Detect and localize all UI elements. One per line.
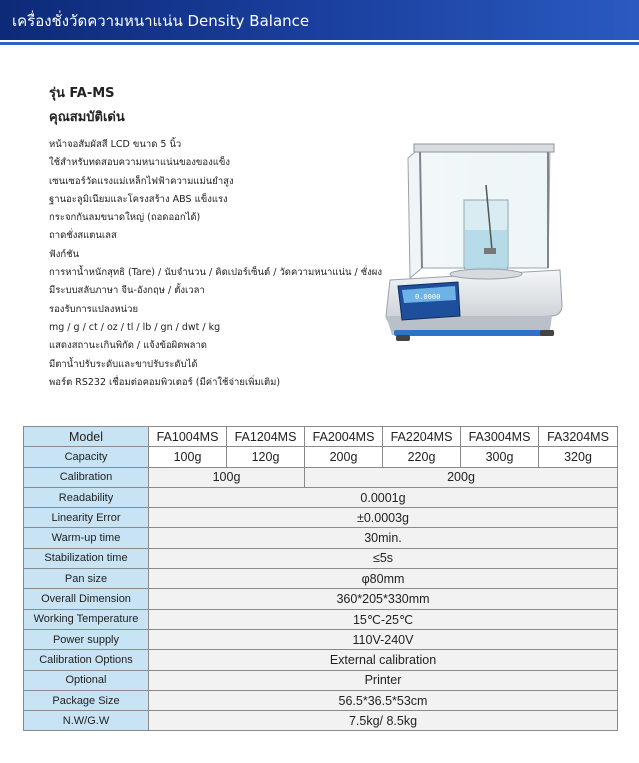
model-cell: FA1204MS [227, 427, 305, 447]
spec-row [24, 650, 618, 670]
spec-label: Working Temperature [24, 609, 149, 629]
page-title: เครื่องชั่งวัดความหนาแน่น Density Balance [12, 12, 310, 30]
spec-value: Printer [149, 670, 618, 690]
spec-label: Package Size [24, 690, 149, 710]
capacity-cell: 320g [539, 447, 618, 467]
header-divider [0, 42, 639, 45]
model-cell: FA1004MS [149, 427, 227, 447]
spec-value: 0.0001g [149, 487, 618, 507]
spec-label: Overall Dimension [24, 589, 149, 609]
model-cell: FA3204MS [539, 427, 618, 447]
feature-item: แสดงสถานะเกินพิกัด / แจ้งข้อผิดพลาด [49, 340, 207, 352]
spec-label: Calibration [24, 467, 149, 487]
feature-item: กระจกกันลมขนาดใหญ่ (ถอดออกได้) [49, 212, 201, 224]
feature-item: mg / g / ct / oz / tl / lb / gn / dwt / kg [49, 321, 221, 333]
spec-value: 56.5*36.5*53cm [149, 690, 618, 710]
spec-row [24, 629, 618, 649]
feature-item: ฟังก์ชัน [49, 248, 80, 260]
spec-label: Readability [24, 487, 149, 507]
spec-value: ±0.0003g [149, 508, 618, 528]
spec-label: Capacity [24, 447, 149, 467]
spec-label: Warm-up time [24, 528, 149, 548]
spec-label: Stabilization time [24, 548, 149, 568]
spec-label: Pan size [24, 569, 149, 589]
features-title: คุณสมบัติเด่น [49, 110, 125, 125]
spec-label: Linearity Error [24, 508, 149, 528]
spec-label: Power supply [24, 629, 149, 649]
spec-value: ≤5s [149, 548, 618, 568]
feature-item: รองรับการแปลงหน่วย [49, 303, 139, 315]
calibration-cell: 200g [305, 467, 618, 487]
spec-table [23, 426, 618, 731]
spec-label: Calibration Options [24, 650, 149, 670]
spec-value: 360*205*330mm [149, 589, 618, 609]
spec-row [24, 589, 618, 609]
spec-value: 7.5kg/ 8.5kg [149, 711, 618, 731]
feature-item: มีระบบสลับภาษา จีน-อังกฤษ / ตั้งเวลา [49, 285, 205, 297]
feature-item: การหาน้ำหนักสุทธิ (Tare) / นับจำนวน / คิดเปอร์เซ็นต์ / วัดความหนาแน่น / ชั่งผง [49, 267, 382, 279]
feature-item: ถาดชั่งสแตนเลส [49, 230, 117, 242]
spec-row-capacity [24, 447, 618, 467]
spec-value: External calibration [149, 650, 618, 670]
page-header [0, 0, 639, 52]
spec-row-model [24, 427, 618, 447]
feature-item: พอร์ต RS232 เชื่อมต่อคอมพิวเตอร์ (มีค่าใช้จ่ายเพิ่มเติม) [49, 376, 281, 388]
model-cell: FA3004MS [461, 427, 539, 447]
feature-item: มีตาน้ำปรับระดับและขาปรับระดับได้ [49, 358, 198, 370]
spec-row [24, 711, 618, 731]
spec-label: Optional [24, 670, 149, 690]
spec-value: φ80mm [149, 569, 618, 589]
model-cell: FA2204MS [383, 427, 461, 447]
spec-label: Model [24, 427, 149, 447]
spec-row [24, 487, 618, 507]
capacity-cell: 120g [227, 447, 305, 467]
spec-row-calibration [24, 467, 618, 487]
spec-row [24, 569, 618, 589]
model-line: รุ่น FA-MS [49, 86, 115, 101]
feature-item: เซนเซอร์วัดแรงแม่เหล็กไฟฟ้าความแม่นยำสูง [49, 175, 234, 187]
calibration-cell: 100g [149, 467, 305, 487]
spec-row [24, 528, 618, 548]
capacity-cell: 200g [305, 447, 383, 467]
spec-label: N.W/G.W [24, 711, 149, 731]
feature-item: หน้าจอสัมผัสสี LCD ขนาด 5 นิ้ว [49, 139, 182, 150]
capacity-cell: 220g [383, 447, 461, 467]
density-balance-illustration [380, 130, 565, 345]
feature-item: ใช้สำหรับทดสอบความหนาแน่นของของแข็ง [49, 157, 231, 169]
spec-row [24, 609, 618, 629]
header-bar [0, 0, 639, 40]
spec-value: 15℃-25℃ [149, 609, 618, 629]
spec-value: 110V-240V [149, 629, 618, 649]
display-reading: 0.0000 [415, 293, 441, 301]
capacity-cell: 100g [149, 447, 227, 467]
feature-item: ฐานอะลูมิเนียมและโครงสร้าง ABS แข็งแรง [49, 193, 228, 205]
capacity-cell: 300g [461, 447, 539, 467]
spec-row [24, 548, 618, 568]
model-cell: FA2004MS [305, 427, 383, 447]
spec-row [24, 508, 618, 528]
spec-value: 30min. [149, 528, 618, 548]
features-list [49, 136, 382, 392]
product-image [380, 130, 565, 345]
spec-row [24, 670, 618, 690]
spec-row [24, 690, 618, 710]
